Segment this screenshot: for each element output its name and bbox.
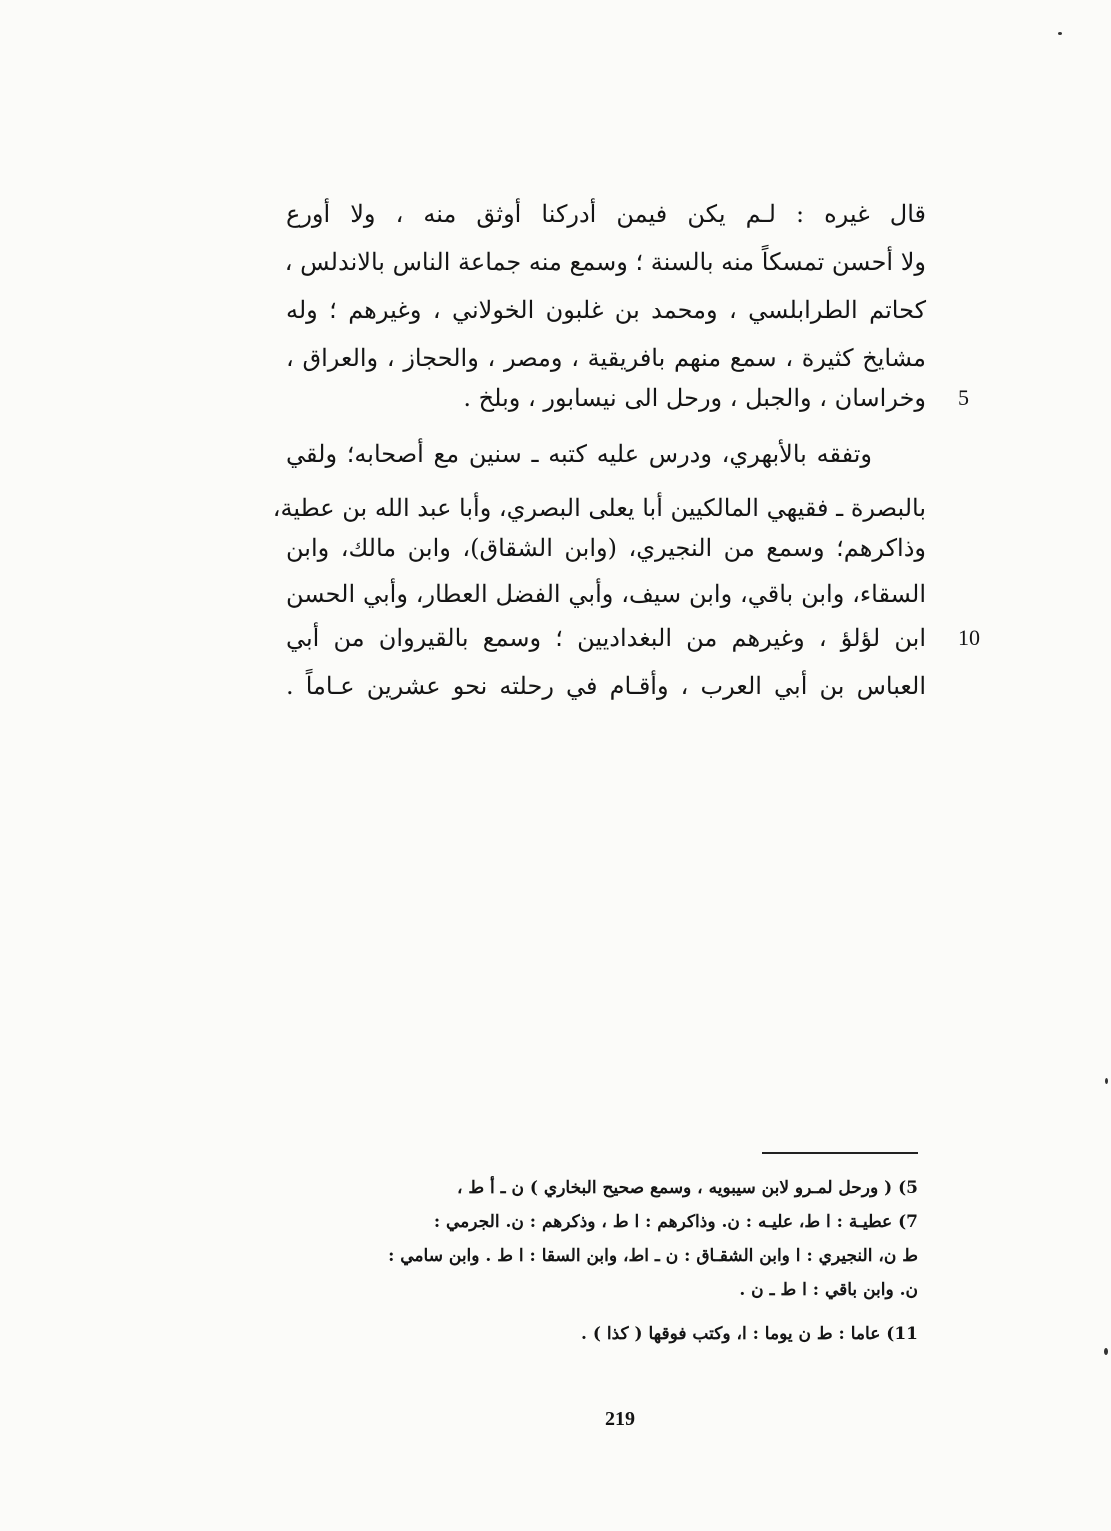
body-line-1: قال غيره : لـم يكن فيمن أدركنا أوثق منه ، ولا أورع	[286, 200, 926, 228]
body-line-8: وذاكرهم؛ وسمع من النجيري، (وابن الشقاق)، وابن مالك، وابن	[286, 534, 926, 562]
footnote-rule	[762, 1152, 918, 1154]
body-line-4: مشايخ كثيرة ، سمع منهم بافريقية ، ومصر ، والحجاز ، والعراق ،	[286, 344, 926, 372]
page-number: 219	[605, 1408, 635, 1430]
line-number-10: 10	[958, 625, 980, 650]
body-line-7: بالبصرة ـ فقيهي المالكيين أبا يعلى البصري، وأبا عبد الله بن عطية،	[272, 494, 926, 522]
body-line-9: السقاء، وابن باقي، وابن سيف، وأبي الفضل العطار، وأبي الحسن	[286, 580, 926, 608]
body-line-11: العباس بن أبي العرب ، وأقـام في رحلته نحو عشرين عـاماً .	[286, 672, 926, 700]
footnote-line-4: ن. وابن باقي : ا ط ـ ن .	[739, 1280, 918, 1300]
footnote-line-2: 7) عطيـة : ا ط، عليـه : ن. وذاكرهم : ا ط ، وذكرهم : ن. الجرمي :	[433, 1212, 918, 1232]
body-line-5: وخراسان ، والجبل ، ورحل الى نيسابور ، وبلخ .	[463, 384, 926, 412]
body-line-10: ابن لؤلؤ ، وغيرهم من البغداديين ؛ وسمع بالقيروان من أبي	[286, 624, 926, 652]
body-line-2: ولا أحسن تمسكاً منه بالسنة ؛ وسمع منه جماعة الناس بالاندلس ،	[284, 248, 926, 276]
scan-speck	[1105, 1078, 1108, 1084]
footnote-line-3: ط ن، النجيري : ا وابن الشقـاق : ن ـ اط، وابن السقا : ا ط . وابن سامي :	[388, 1246, 918, 1266]
body-line-6: وتفقه بالأبهري، ودرس عليه كتبه ـ سنين مع أصحابه؛ ولقي	[286, 440, 872, 468]
scan-speck	[1058, 32, 1062, 35]
line-number-5: 5	[958, 385, 969, 410]
footnote-line-5: 11) عاما : ط ن يوما : ا، وكتب فوقها ( كذا ) .	[581, 1324, 918, 1344]
body-line-3: كحاتم الطرابلسي ، ومحمد بن غلبون الخولاني ، وغيرهم ؛ وله	[286, 296, 927, 324]
footnote-line-1: 5) ( ورحل لمـرو لابن سيبويه ، وسمع صحيح البخاري ) ن ـ أ ط ،	[456, 1178, 918, 1198]
scan-speck	[1104, 1348, 1108, 1355]
